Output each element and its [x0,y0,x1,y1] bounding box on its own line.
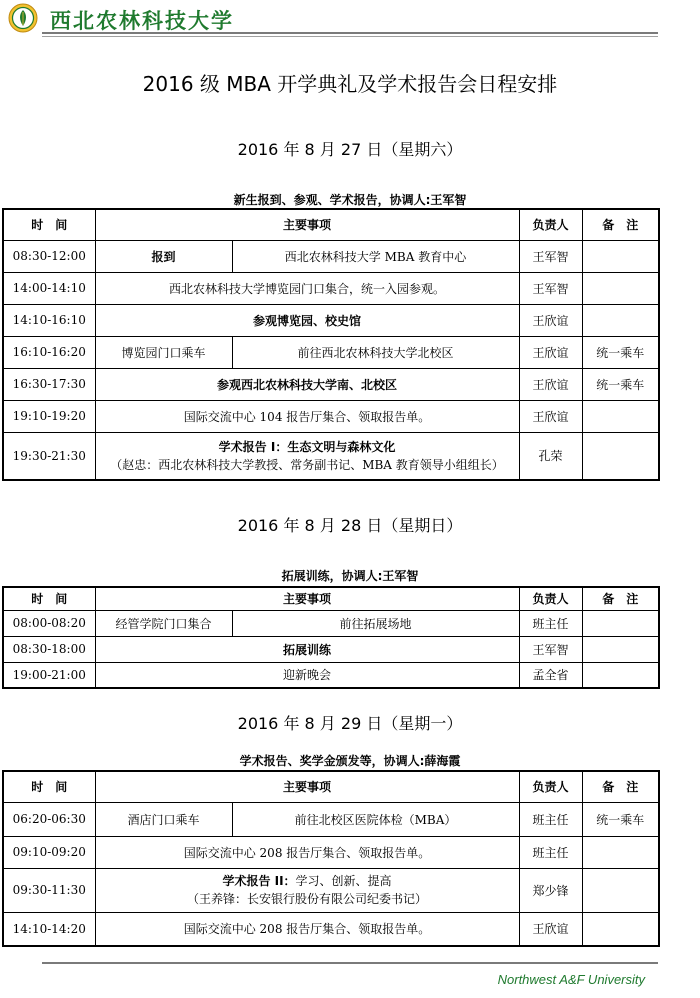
row-time: 08:30-12:00 [3,240,95,272]
col-item: 主要事项 [95,771,519,802]
row-time: 16:10-16:20 [3,336,95,368]
row-time: 09:10-09:20 [3,836,95,868]
header-rule-thin [42,36,658,37]
col-note: 备 注 [582,771,659,802]
row-item [95,432,519,480]
col-person: 负责人 [519,587,582,610]
table-row [3,432,659,480]
day-date: 2016 年 8 月 27 日（星期六） [237,140,463,159]
schedule-table-day2 [2,586,660,689]
col-note: 备 注 [582,209,659,240]
row-item [95,868,519,912]
footer-rule [42,962,658,964]
col-person: 负责人 [519,771,582,802]
col-time: 时 间 [3,771,95,802]
table-row [3,836,659,868]
row-item-a: 报到 [95,240,232,272]
col-time: 时 间 [3,209,95,240]
row-item: 参观西北农林科技大学南、北校区 [95,368,519,400]
col-item: 主要事项 [95,587,519,610]
lecture-title [98,438,517,456]
day-date: 2016 年 8 月 29 日（星期一） [237,714,463,733]
row-note: 统一乘车 [582,368,659,400]
table-row [3,336,659,368]
row-person: 王欣谊 [519,336,582,368]
row-person: 王军智 [519,240,582,272]
row-item: 拓展训练 [95,636,519,662]
col-time: 时 间 [3,587,95,610]
table-header-row [3,587,659,610]
col-note: 备 注 [582,587,659,610]
header-rule [42,32,658,34]
row-person: 王军智 [519,636,582,662]
row-person: 王军智 [519,272,582,304]
row-note [582,304,659,336]
table-row [3,368,659,400]
row-time: 16:30-17:30 [3,368,95,400]
day-subtitle: 拓展训练，协调人:王军智 [281,569,419,583]
col-item: 主要事项 [95,209,519,240]
row-time: 08:30-18:00 [3,636,95,662]
row-person: 孟全省 [519,662,582,688]
row-item-a: 经管学院门口集合 [95,610,232,636]
table-row [3,912,659,946]
row-item-b: 西北农林科技大学 MBA 教育中心 [232,240,519,272]
page-title: 2016 级 MBA 开学典礼及学术报告会日程安排 [142,72,558,96]
row-item-b: 前往北校区医院体检（MBA） [232,802,519,836]
row-person: 班主任 [519,802,582,836]
row-item: 国际交流中心 208 报告厅集合、领取报告单。 [95,836,519,868]
lecture-speaker: （王养锋：长安银行股份有限公司纪委书记） [187,892,428,906]
university-logo-icon [8,3,38,33]
row-time: 14:10-14:20 [3,912,95,946]
row-time: 14:10-16:10 [3,304,95,336]
lecture-topic: 学习、创新、提高 [295,874,392,888]
row-note: 统一乘车 [582,336,659,368]
row-note [582,636,659,662]
row-time: 19:10-19:20 [3,400,95,432]
table-row [3,304,659,336]
row-person: 王欣谊 [519,912,582,946]
row-item-b: 前往西北农林科技大学北校区 [232,336,519,368]
table-row [3,610,659,636]
lecture-topic: 生态文明与森林文化 [287,439,396,454]
row-note [582,432,659,480]
day-date: 2016 年 8 月 28 日（星期日） [237,516,463,535]
table-row [3,272,659,304]
row-item-a: 酒店门口乘车 [95,802,232,836]
table-row [3,636,659,662]
row-item: 西北农林科技大学博览园门口集合，统一入园参观。 [95,272,519,304]
row-note [582,400,659,432]
table-row [3,400,659,432]
row-note [582,912,659,946]
col-person: 负责人 [519,209,582,240]
row-person: 班主任 [519,836,582,868]
row-time: 19:00-21:00 [3,662,95,688]
row-time: 19:30-21:30 [3,432,95,480]
row-note [582,240,659,272]
day-subtitle: 新生报到、参观、学术报告，协调人:王军智 [233,193,467,207]
row-note [582,836,659,868]
row-item: 参观博览园、校史馆 [95,304,519,336]
lecture-speaker: （赵忠：西北农林科技大学教授、常务副书记、MBA 教育领导小组组长） [110,457,504,472]
university-name: 西北农林科技大学 [50,8,234,33]
table-row [3,240,659,272]
row-note [582,868,659,912]
row-note [582,610,659,636]
day-subtitle: 学术报告、奖学金颁发等，协调人:薛海霞 [239,754,461,768]
row-note [582,662,659,688]
row-item: 国际交流中心 208 报告厅集合、领取报告单。 [95,912,519,946]
row-item-a: 博览园门口乘车 [95,336,232,368]
page-header [0,0,700,38]
row-person: 王欣谊 [519,304,582,336]
row-time: 14:00-14:10 [3,272,95,304]
row-person: 孔荣 [519,432,582,480]
row-person: 王欣谊 [519,368,582,400]
row-person: 王欣谊 [519,400,582,432]
footer-university-name: Northwest A&F University [497,972,645,987]
row-person: 郑少锋 [519,868,582,912]
row-time: 09:30-11:30 [3,868,95,912]
row-item: 国际交流中心 104 报告厅集合、领取报告单。 [95,400,519,432]
table-row [3,802,659,836]
lecture-title [98,872,517,890]
row-person: 班主任 [519,610,582,636]
table-header-row [3,771,659,802]
table-row [3,662,659,688]
row-item-b: 前往拓展场地 [232,610,519,636]
lecture-label: 学术报告 II： [222,874,296,888]
schedule-table-day1 [2,208,660,481]
lecture-label: 学术报告 I： [218,439,288,454]
row-note [582,272,659,304]
table-header-row [3,209,659,240]
table-row [3,868,659,912]
row-time: 06:20-06:30 [3,802,95,836]
schedule-table-day3 [2,770,660,947]
row-item: 迎新晚会 [95,662,519,688]
row-note: 统一乘车 [582,802,659,836]
row-time: 08:00-08:20 [3,610,95,636]
